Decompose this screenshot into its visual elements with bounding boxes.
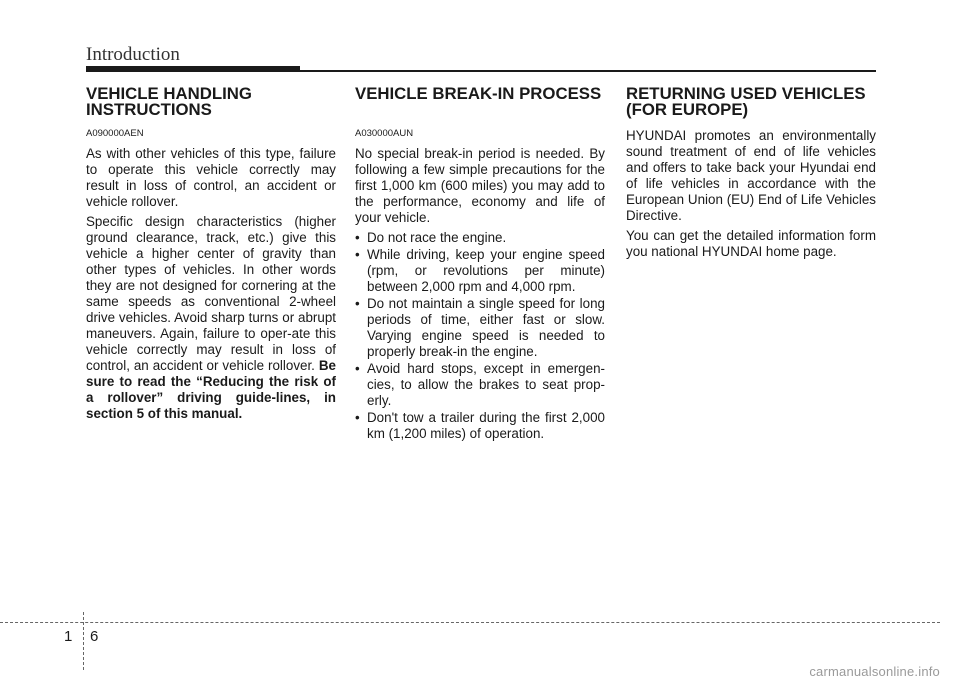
footer-page-number: 6 [90, 628, 99, 645]
list-item: • Do not race the engine. [355, 230, 605, 246]
page-header-title: Introduction [86, 44, 180, 65]
list-item: • Do not maintain a single speed for long periods of time, either fast or slow. Varying engine speed is needed to properly break-in the engine. [355, 296, 605, 360]
section-code: A030000AUN [355, 128, 414, 139]
paragraph-text: Specific design characteristics (higher ground clearance, track, etc.) give this vehicle a higher center of gravity than other types of vehicles. In other words they are not designed for cornering at the same speeds as conventional 2-wheel drive vehicles. Avoid sharp turns or abrupt maneuvers. Again, failure to oper-ate this vehicle correctly may result in loss of control, an accident or vehicle rollover. [86, 214, 336, 373]
header-rule-thin [300, 70, 876, 72]
section-heading-break-in: VEHICLE BREAK-IN PROCESS [355, 84, 602, 103]
footer-vertical-dashed-rule [83, 612, 84, 670]
footer-chapter-number: 1 [64, 628, 73, 645]
paragraph: HYUNDAI promotes an environmentally sound treatment of end of life vehicles and offers to take back your Hyundai end of life vehicles in accordance with the European Union (EU) End of Life Vehicles Directive. [626, 128, 876, 223]
paragraph: You can get the detailed information form you national HYUNDAI home page. [626, 228, 876, 259]
list-item: • While driving, keep your engine speed (rpm, or revolutions per minute) between 2,000 rpm and 4,000 rpm. [355, 247, 605, 295]
paragraph: As with other vehicles of this type, failure to operate this vehicle correctly may result in loss of control, an accident or vehicle rollover. [86, 146, 336, 209]
paragraph-bold-note: Be sure to read the “Reducing the risk of a rollover” driving guide-lines, in section 5 of this manual. [86, 358, 336, 421]
paragraph [86, 214, 336, 422]
section-heading-vehicle-handling: VEHICLE HANDLING INSTRUCTIONS [86, 84, 252, 119]
list-item: • Don't tow a trailer during the first 2,000 km (1,200 miles) of operation. [355, 410, 605, 442]
column-returning-vehicles [626, 86, 876, 264]
bullet-list [355, 230, 605, 442]
column-break-in [355, 86, 605, 443]
column-vehicle-handling [86, 86, 336, 426]
paragraph: No special break-in period is needed. By following a few simple precautions for the first 1,000 km (600 miles) you may add to the performance, economy and life of your vehicle. [355, 146, 605, 225]
section-heading-returning-vehicles: RETURNING USED VEHICLES (FOR EUROPE) [626, 84, 866, 119]
section-code: A090000AEN [86, 128, 144, 139]
list-item: • Avoid hard stops, except in emergen-cies, to allow the brakes to seat prop-erly. [355, 361, 605, 409]
watermark: carmanualsonline.info [809, 664, 940, 679]
header-rule-thick [86, 66, 300, 72]
footer-dashed-rule [0, 622, 940, 623]
